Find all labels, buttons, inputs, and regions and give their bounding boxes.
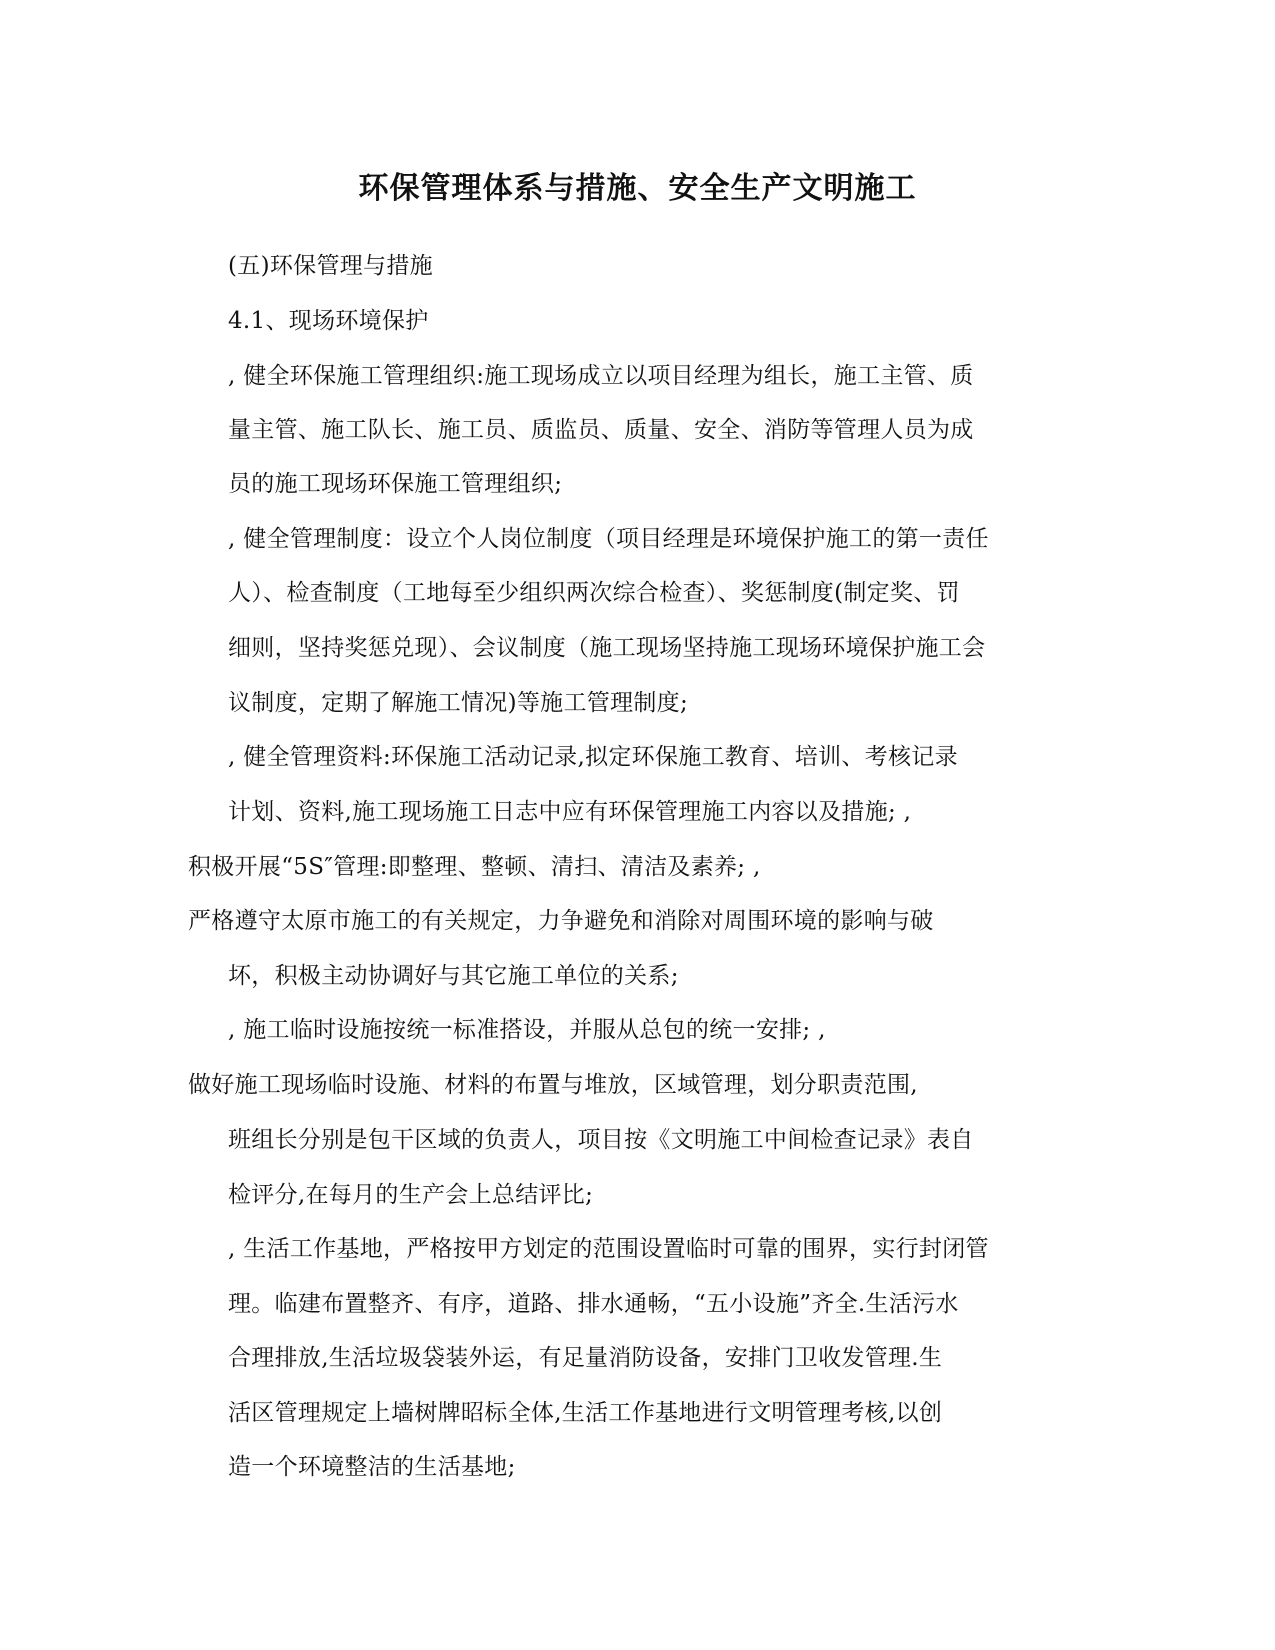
paragraph-line: 坏，积极主动协调好与其它施工单位的关系; <box>228 963 679 989</box>
paragraph-line: , 健全环保施工管理组织:施工现场成立以项目经理为组长，施工主管、质 <box>228 363 974 389</box>
paragraph-line: , 健全管理制度：设立个人岗位制度（项目经理是环境保护施工的第一责任 <box>228 526 989 552</box>
paragraph-line: 造一个环境整洁的生活基地; <box>228 1454 516 1480</box>
paragraph-line: 人）、检查制度（工地每至少组织两次综合检查）、奖惩制度(制定奖、罚 <box>228 580 960 606</box>
paragraph-line: 班组长分别是包干区域的负责人，项目按《文明施工中间检查记录》表自 <box>228 1127 974 1153</box>
paragraph-line: 计划、资料,施工现场施工日志中应有环保管理施工内容以及措施; , <box>228 799 912 825</box>
paragraph-line: 严格遵守太原市施工的有关规定，力争避免和消除对周围环境的影响与破 <box>188 908 934 934</box>
paragraph-line: 量主管、施工队长、施工员、质监员、质量、安全、消防等管理人员为成 <box>228 417 974 443</box>
paragraph-line: 检评分,在每月的生产会上总结评比; <box>228 1182 594 1208</box>
section-heading: (五)环保管理与措施 <box>228 253 433 279</box>
paragraph-line: 积极开展“5S″管理:即整理、整顿、清扫、清洁及素养; , <box>188 854 761 880</box>
subsection-heading: 4.1、现场环境保护 <box>228 308 429 334</box>
paragraph-line: 做好施工现场临时设施、材料的布置与堆放，区域管理，划分职责范围, <box>188 1072 918 1098</box>
paragraph-line: 议制度，定期了解施工情况)等施工管理制度; <box>228 690 689 716</box>
paragraph-line: 细则，坚持奖惩兑现）、会议制度（施工现场坚持施工现场环境保护施工会 <box>228 635 986 661</box>
paragraph-line: 理。临建布置整齐、有序，道路、排水通畅，“五小设施”齐全.生活污水 <box>228 1291 959 1317</box>
paragraph-line: , 施工临时设施按统一标准搭设，并服从总包的统一安排; , <box>228 1017 826 1043</box>
paragraph-line: 员的施工现场环保施工管理组织; <box>228 471 563 497</box>
paragraph-line: 合理排放,生活垃圾袋装外运，有足量消防设备，安排门卫收发管理.生 <box>228 1345 943 1371</box>
paragraph-line: , 健全管理资料:环保施工活动记录,拟定环保施工教育、培训、考核记录 <box>228 744 958 770</box>
paragraph-line: 活区管理规定上墙树牌昭标全体,生活工作基地进行文明管理考核,以创 <box>228 1400 943 1426</box>
page-title: 环保管理体系与措施、安全生产文明施工 <box>358 171 917 206</box>
paragraph-line: , 生活工作基地，严格按甲方划定的范围设置临时可靠的围界，实行封闭管 <box>228 1236 989 1262</box>
